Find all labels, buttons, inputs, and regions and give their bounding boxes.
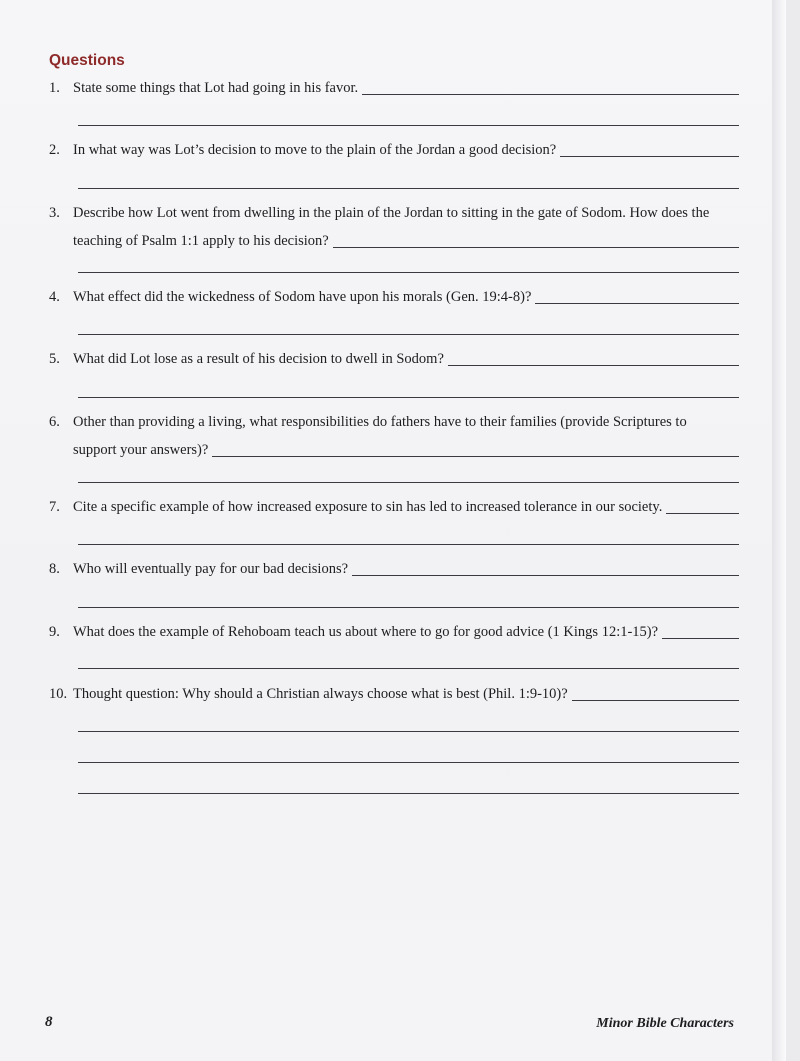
answer-line[interactable] [78,544,739,545]
question-text: What does the example of Rehoboam teach us about where to go for good advice (1 Kings 12:1-15)? [73,624,659,640]
answer-line[interactable] [78,272,739,273]
question-number: 6. [49,414,60,430]
answer-line[interactable] [78,793,739,794]
book-title: Minor Bible Characters [596,1016,734,1031]
question-4 [49,283,739,311]
question-number: 2. [49,142,60,158]
answer-blank[interactable] [666,513,739,514]
question-10 [49,680,739,708]
question-number: 7. [49,499,60,515]
answer-line[interactable] [78,188,739,189]
question-text: What effect did the wickedness of Sodom have upon his morals (Gen. 19:4-8)? [73,289,532,305]
question-6 [49,408,739,464]
answer-line[interactable] [78,668,739,669]
question-8 [49,555,739,583]
answer-line[interactable] [78,125,739,126]
question-text: Who will eventually pay for our bad decisions? [73,561,349,577]
question-text-continued: support your answers)? [73,442,209,458]
question-7 [49,493,739,521]
question-1 [49,74,739,102]
question-text: Other than providing a living, what responsibilities do fathers have to their families (provide Scriptures to [73,414,687,430]
question-text: State some things that Lot had going in his favor. [73,80,359,96]
answer-line[interactable] [78,762,739,763]
question-number: 8. [49,561,60,577]
answer-line[interactable] [78,607,739,608]
answer-line[interactable] [78,397,739,398]
answer-line[interactable] [78,482,739,483]
question-text: What did Lot lose as a result of his decision to dwell in Sodom? [73,351,444,367]
question-number: 4. [49,289,60,305]
question-number: 3. [49,205,60,221]
question-5 [49,345,739,373]
answer-blank[interactable] [352,575,739,576]
answer-blank[interactable] [572,700,739,701]
question-text: Cite a specific example of how increased exposure to sin has led to increased tolerance in our society. [73,499,663,515]
question-text: In what way was Lot’s decision to move to the plain of the Jordan a good decision? [73,142,557,158]
answer-blank[interactable] [560,156,739,157]
page-edge [772,0,786,1061]
question-number: 9. [49,624,60,640]
question-9 [49,618,739,646]
answer-blank[interactable] [333,247,739,248]
question-number: 1. [49,80,60,96]
answer-line[interactable] [78,334,739,335]
answer-blank[interactable] [448,365,739,366]
question-2 [49,136,739,164]
question-number: 5. [49,351,60,367]
answer-blank[interactable] [212,456,739,457]
answer-blank[interactable] [662,638,739,639]
question-text: Describe how Lot went from dwelling in the plain of the Jordan to sitting in the gate of Sodom. How does the [73,205,710,221]
page-number: 8 [45,1014,53,1030]
question-3 [49,199,739,255]
question-number: 10. [49,686,68,702]
answer-line[interactable] [78,731,739,732]
question-text: Thought question: Why should a Christian always choose what is best (Phil. 1:9-10)? [73,686,568,702]
answer-blank[interactable] [362,94,739,95]
question-text-continued: teaching of Psalm 1:1 apply to his decision? [73,233,329,249]
answer-blank[interactable] [535,303,739,304]
section-heading: Questions [49,52,125,69]
